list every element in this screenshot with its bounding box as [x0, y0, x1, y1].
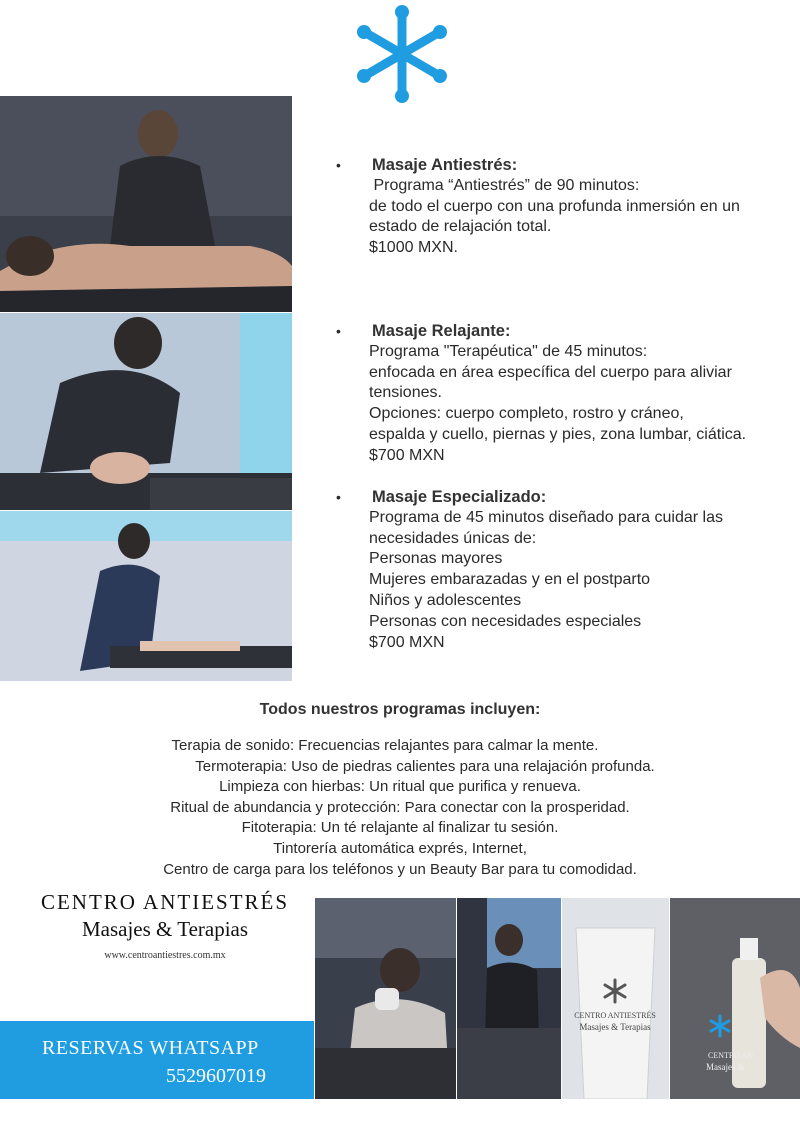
includes-item: Tintorería automática exprés, Internet, — [273, 839, 527, 857]
client-tea-photo — [315, 898, 456, 1099]
service-title: Masaje Especializado: — [372, 488, 547, 506]
asterisk-logo-icon — [352, 4, 452, 104]
includes-item: Limpieza con hierbas: Un ritual que purifica y renueva. — [219, 778, 581, 796]
service-title: Masaje Relajante: — [372, 322, 511, 340]
service-line: Programa "Terapéutica" de 45 minutos: — [369, 342, 648, 360]
bullet: • — [336, 489, 341, 505]
service-line: necesidades únicas de: — [369, 529, 537, 547]
includes-item: Terapia de sonido: Frecuencias relajantes para calmar la mente. — [171, 737, 599, 754]
bullet: • — [336, 157, 341, 173]
service-line: de todo el cuerpo con una profunda inmersión en un — [369, 197, 740, 215]
service-line: Programa de 45 minutos diseñado para cuidar las — [369, 508, 723, 526]
brand-block — [30, 890, 300, 961]
brand-name: CENTRO ANTIESTRÉS — [40, 890, 290, 914]
therapist-massage-photo — [457, 898, 561, 1099]
whatsapp-reservation-banner[interactable] — [0, 1021, 314, 1099]
includes-list — [0, 736, 800, 880]
service-line: tensiones. — [369, 384, 442, 402]
brand-url[interactable]: www.centroantiestres.com.mx — [104, 950, 226, 961]
includes-item: Termoterapia: Uso de piedras calientes para una relajación profunda. — [195, 757, 655, 775]
svg-text:CENTRO AN: CENTRO AN — [708, 1051, 754, 1060]
service-line: Programa “Antiestrés” de 90 minutos: — [369, 176, 640, 194]
service-line: Mujeres embarazadas y en el postparto — [369, 571, 651, 589]
brand-subtitle: Masajes & Terapias — [81, 917, 249, 941]
service-relajante — [336, 321, 796, 467]
service-line: enfocada en área específica del cuerpo para aliviar — [369, 363, 732, 381]
service-line: Opciones: cuerpo completo, rostro y cráneo, — [369, 405, 684, 423]
whatsapp-label: RESERVAS WHATSAPP — [42, 1037, 259, 1059]
massage-head-photo — [0, 313, 292, 510]
service-especializado — [336, 487, 796, 653]
service-price: $700 MXN — [369, 446, 445, 464]
service-line: Personas con necesidades especiales — [369, 612, 642, 630]
includes-item: Ritual de abundancia y protección: Para conectar con la prosperidad. — [170, 798, 630, 816]
includes-item: Fitoterapia: Un té relajante al finalizar tu sesión. — [241, 819, 559, 837]
service-line: Personas mayores — [369, 550, 503, 568]
spray-bottle-photo — [670, 898, 800, 1099]
service-line: espalda y cuello, piernas y pies, zona lumbar, ciática. — [369, 425, 747, 443]
includes-title: Todos nuestros programas incluyen: — [259, 701, 541, 718]
whatsapp-phone[interactable]: 5529607019 — [166, 1065, 266, 1087]
includes-item: Centro de carga para los teléfonos y un Beauty Bar para tu comodidad. — [163, 860, 637, 878]
service-title: Masaje Antiestrés: — [372, 156, 518, 174]
branded-cup-photo — [562, 898, 669, 1099]
service-line: estado de relajación total. — [369, 218, 552, 236]
service-antiestres — [336, 155, 796, 259]
massage-back-photo — [0, 96, 292, 312]
service-price: $700 MXN — [369, 633, 445, 651]
bullet: • — [336, 323, 341, 339]
service-price: $1000 MXN. — [369, 239, 458, 257]
svg-text:Masajes & Terapias: Masajes & Terapias — [579, 1022, 651, 1032]
svg-text:CENTRO ANTIESTRÉS: CENTRO ANTIESTRÉS — [574, 1011, 656, 1020]
massage-legs-photo — [0, 511, 292, 681]
service-line: Niños y adolescentes — [369, 591, 522, 609]
svg-text:Masajes &: Masajes & — [706, 1062, 745, 1072]
